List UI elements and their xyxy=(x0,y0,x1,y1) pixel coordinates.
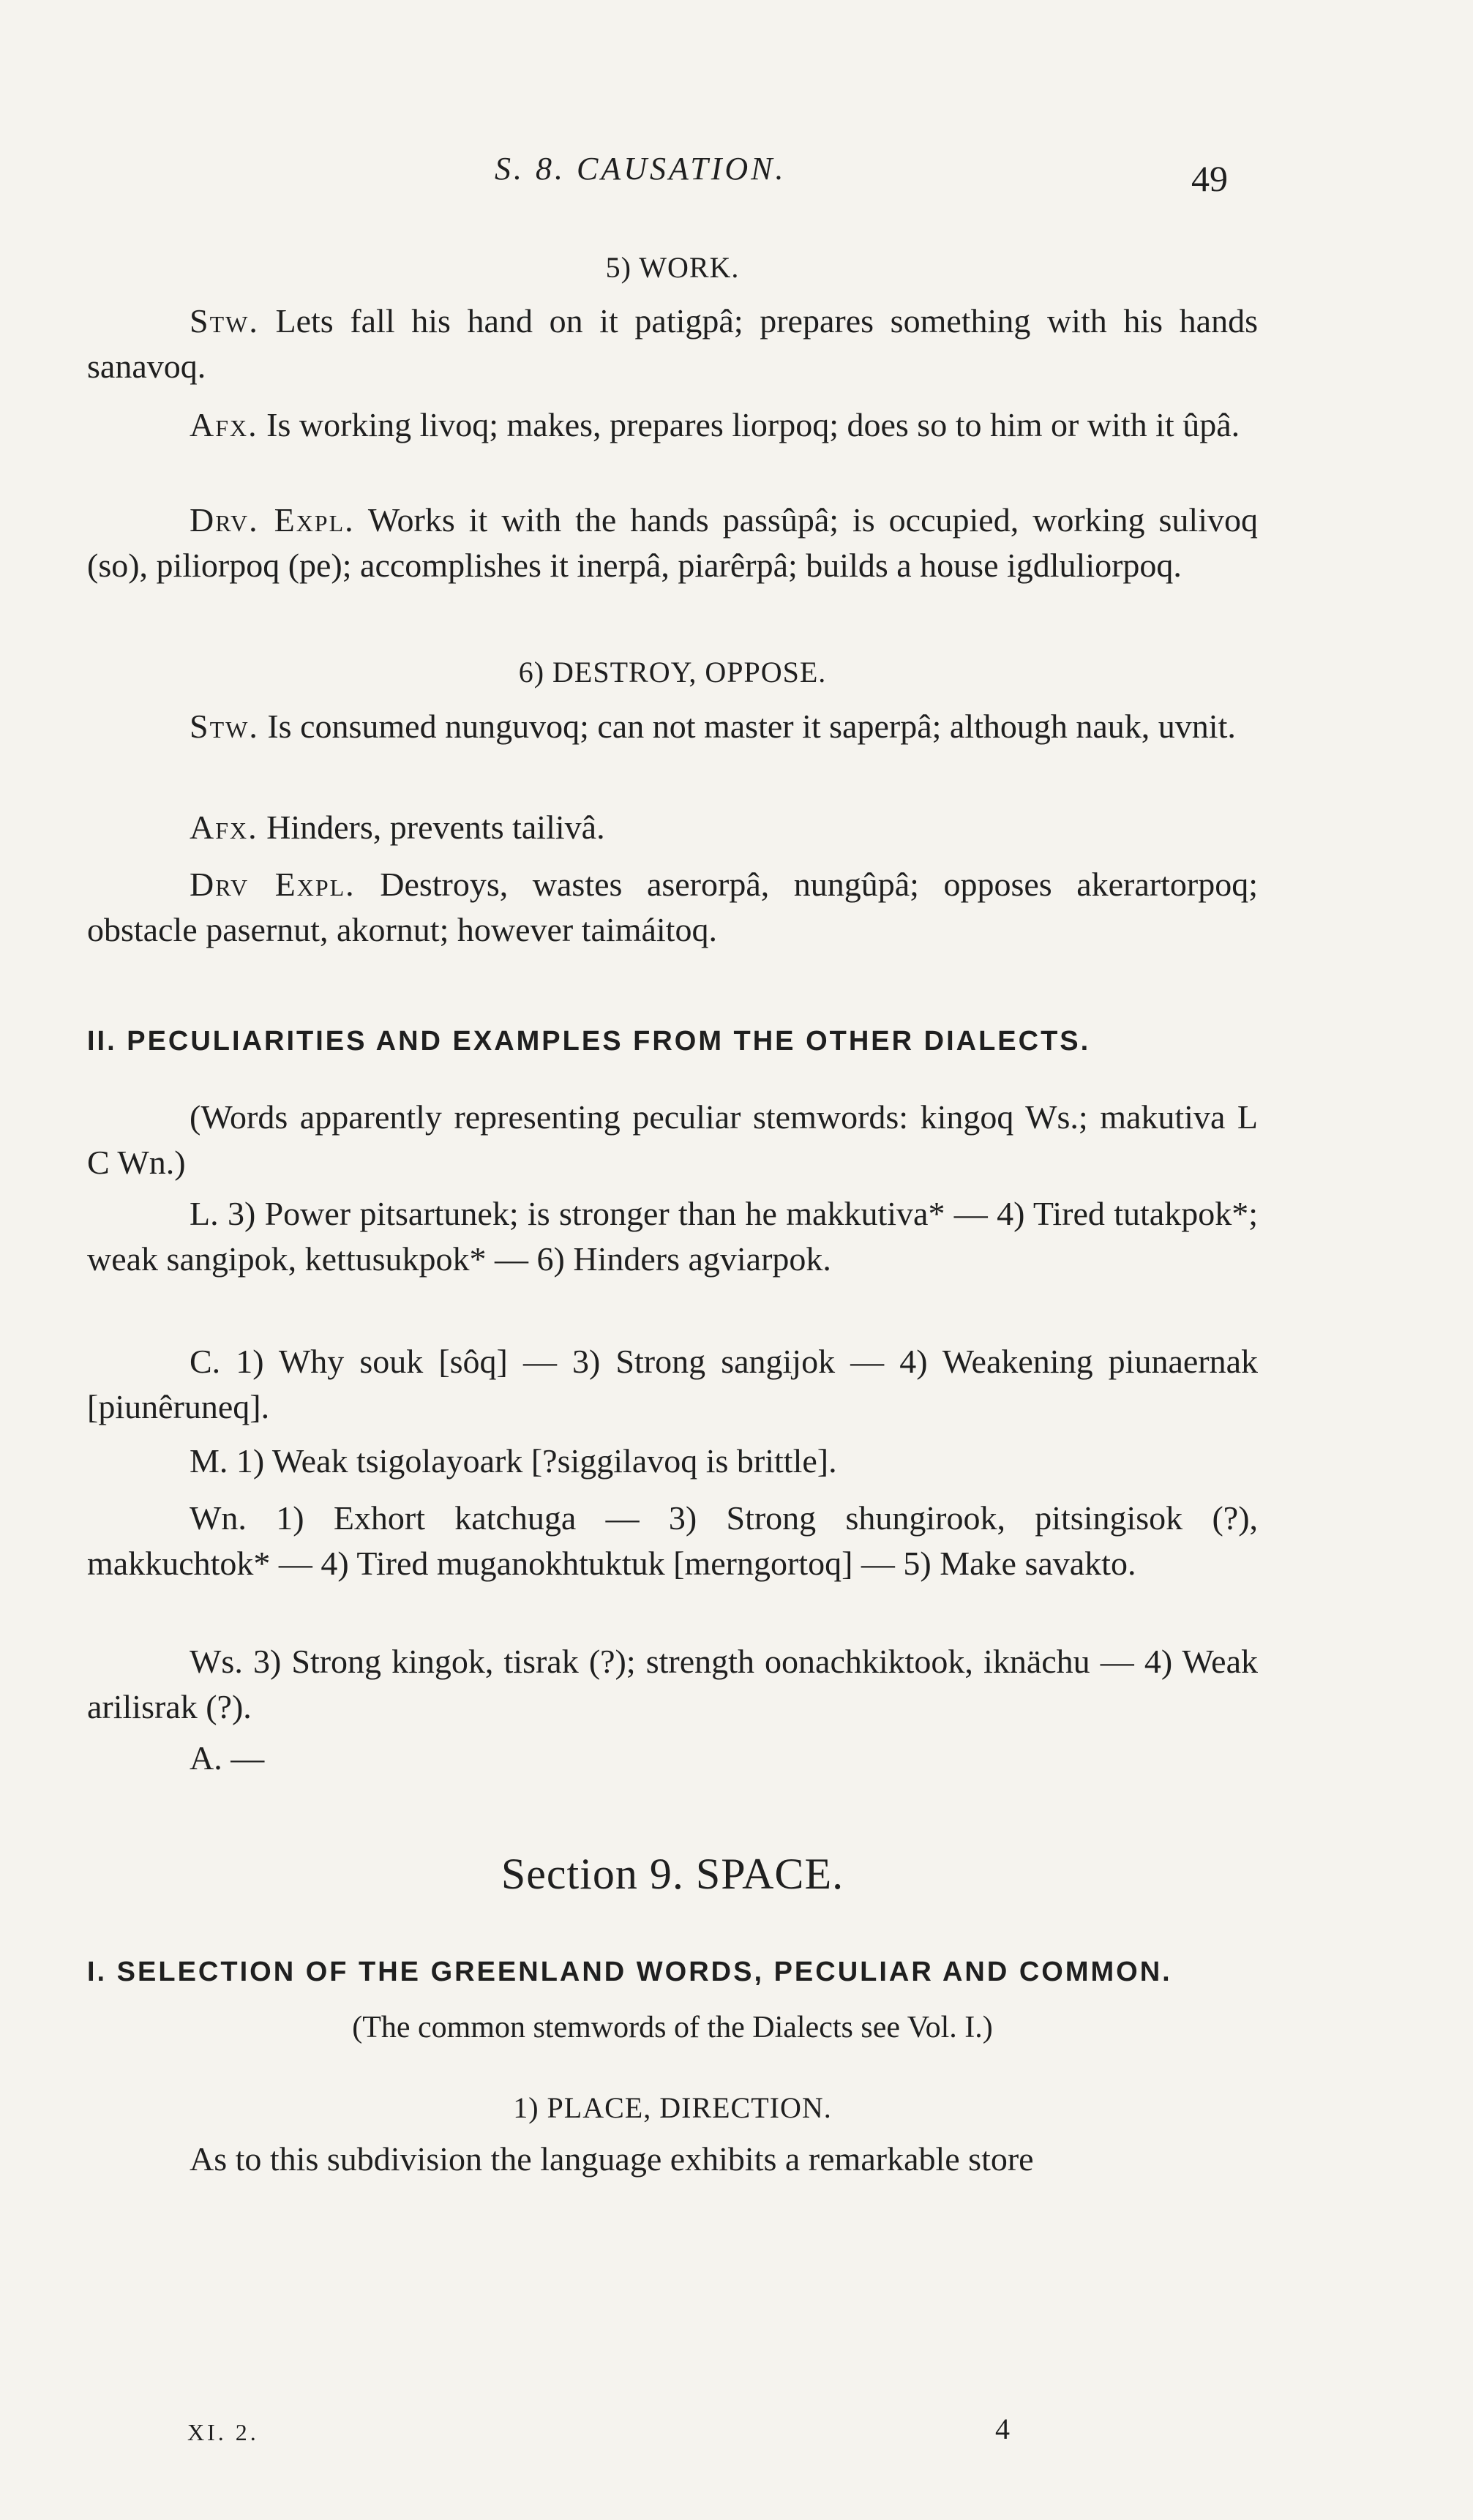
section-9-heading: I. SELECTION OF THE GREENLAND WORDS, PECULIAR AND COMMON. xyxy=(87,1957,1172,1987)
dialect-m-paragraph xyxy=(87,1439,1258,1484)
section-9-note: (The common stemwords of the Dialects see Vol. I.) xyxy=(352,2011,993,2044)
dialect-c-text: 1) Why souk [sôq] — 3) Strong sangijok — 4) Weakening piunaernak [piunêruneq]. xyxy=(87,1343,1259,1425)
work-stw-label: Stw. xyxy=(190,302,259,340)
work-stw-paragraph xyxy=(87,299,1258,389)
dialect-m-text: 1) Weak tsigolayoark [?siggilavoq is brittle]. xyxy=(236,1442,837,1480)
signature-mark: XI. 2. xyxy=(187,2419,259,2445)
dialect-a-label: A. xyxy=(190,1739,222,1777)
destroy-afx-text: Hinders, prevents tailivâ. xyxy=(266,809,605,846)
dialect-a-paragraph xyxy=(87,1736,1258,1781)
dialect-l-paragraph xyxy=(87,1191,1258,1282)
dialect-c-paragraph xyxy=(87,1339,1258,1430)
dialect-wn-paragraph xyxy=(87,1496,1258,1586)
destroy-drv-label: Drv Expl. xyxy=(190,866,356,903)
section-9-paragraph: As to this subdivision the language exhibits a remarkable store xyxy=(190,2140,1034,2178)
destroy-drv-text: Destroys, wastes aserorpâ, nungûpâ; opposes akerartorpoq; obstacle pasernut, akornut; however taimáitoq. xyxy=(87,866,1258,948)
dialect-a-text: — xyxy=(230,1739,265,1777)
section-9-title: Section 9. SPACE. xyxy=(501,1850,844,1898)
work-drv-paragraph xyxy=(87,498,1258,588)
dialect-l-text: 3) Power pitsartunek; is stronger than he makkutiva* — 4) Tired tutakpok*; weak sangipok, kettusukpok* — 6) Hinders agviarpok. xyxy=(87,1195,1258,1278)
destroy-afx-paragraph xyxy=(87,805,1258,850)
work-afx-label: Afx. xyxy=(190,406,258,443)
destroy-drv-paragraph xyxy=(87,862,1258,953)
section-ii-intro: (Words apparently representing peculiar stemwords: kingoq Ws.; makutiva L C Wn.) xyxy=(87,1098,1258,1181)
page-header xyxy=(0,150,1473,216)
dialect-ws-paragraph xyxy=(87,1639,1258,1730)
destroy-stw-text: Is consumed nunguvoq; can not master it saperpâ; although nauk, uvnit. xyxy=(267,708,1236,745)
section-ii-heading: II. PECULIARITIES AND EXAMPLES FROM THE OTHER DIALECTS. xyxy=(87,1026,1091,1057)
dialect-m-label: M. xyxy=(190,1442,228,1480)
destroy-afx-label: Afx. xyxy=(190,809,258,846)
dialect-wn-label: Wn. xyxy=(190,1499,247,1537)
work-afx-paragraph xyxy=(87,402,1258,448)
dialect-ws-label: Ws. xyxy=(190,1643,243,1680)
dialect-ws-text: 3) Strong kingok, tisrak (?); strength oonachkiktook, iknächu — 4) Weak arilisrak (?). xyxy=(87,1643,1259,1725)
work-stw-text: Lets fall his hand on it patigpâ; prepares something with his hands sanavoq. xyxy=(87,302,1259,385)
dialect-l-label: L. xyxy=(190,1195,219,1232)
destroy-stw-paragraph xyxy=(87,704,1258,749)
running-head: S. 8. CAUSATION. xyxy=(495,151,787,187)
section-9-subtitle: 1) PLACE, DIRECTION. xyxy=(513,2091,832,2124)
work-drv-text: Works it with the hands passûpâ; is occupied, working sulivoq (so), piliorpoq (pe); accomplishes it inerpâ, piarêrpâ; builds a house igdluliorpoq. xyxy=(87,501,1258,584)
destroy-stw-label: Stw. xyxy=(190,708,259,745)
work-drv-label: Drv. Expl. xyxy=(190,501,355,539)
dialect-c-label: C. xyxy=(190,1343,221,1380)
work-title: 5) WORK. xyxy=(605,251,740,284)
page-number: 49 xyxy=(1191,158,1228,199)
sheet-number: 4 xyxy=(995,2412,1010,2445)
work-afx-text: Is working livoq; makes, prepares liorpoq; does so to him or with it ûpâ. xyxy=(266,406,1240,443)
dialect-wn-text: 1) Exhort katchuga — 3) Strong shungirook, pitsingisok (?), makkuchtok* — 4) Tired muganokhtuktuk [merngortoq] — 5) Make savakto. xyxy=(87,1499,1259,1582)
destroy-title: 6) DESTROY, OPPOSE. xyxy=(518,656,827,689)
